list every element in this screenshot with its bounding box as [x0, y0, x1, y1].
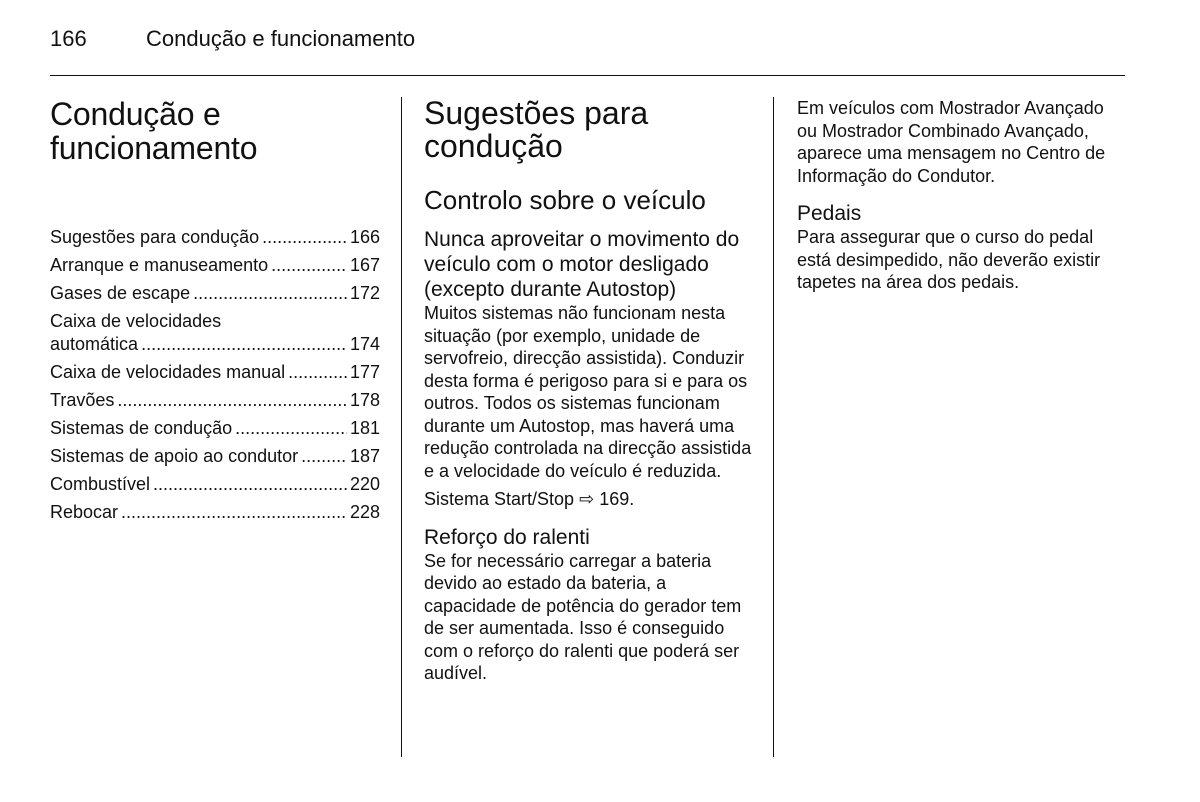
page-number: 166 — [50, 26, 87, 51]
heading-idle-boost: Reforço do ralenti — [424, 525, 590, 549]
toc-item-title: Combustível — [50, 474, 151, 494]
toc-item-page: 187 — [349, 446, 380, 466]
toc-item[interactable] — [50, 386, 380, 414]
column-divider-2 — [773, 97, 774, 757]
column-section-main — [424, 97, 754, 685]
toc-item-page: 174 — [349, 334, 380, 354]
toc-leader-dots — [153, 470, 347, 498]
toc-item-page: 166 — [349, 227, 380, 247]
paragraph-idle-boost: Se for necessário carregar a bateria devido ao estado da bateria, a capacidade de potência do gerador tem de ser aumentada. Isso é conseguido com o reforço do ralenti que poderá ser audível. — [424, 550, 742, 683]
paragraph-coasting: Muitos sistemas não funcionam nesta situação (por exemplo, unidade de servofreio, direcção assistida). Conduzir desta forma é perigoso para si e para os outros. Todos os sistemas funcionam durante um Autostop, mas haverá uma redução controlada na direcção assistida e a velocidade do veículo é reduzida. — [424, 303, 752, 481]
toc-item-title: Rebocar — [50, 502, 119, 522]
section-title — [424, 97, 754, 163]
toc-leader-dots — [262, 223, 347, 251]
paragraph-display-message: Em veículos com Mostrador Avançado ou Mostrador Combinado Avançado, aparece uma mensagem no Centro de Informação do Condutor. — [797, 98, 1106, 186]
toc-leader-dots — [288, 358, 347, 386]
toc-item-page: 228 — [349, 502, 380, 522]
toc-item-title: Sistemas de condução — [50, 418, 233, 438]
toc-item-title-line2: automática — [50, 334, 139, 354]
toc-item-page: 172 — [349, 283, 380, 303]
section-title-line1: Sugestões para — [424, 95, 649, 131]
heading-pedals: Pedais — [797, 202, 862, 225]
toc-item[interactable] — [50, 223, 380, 251]
running-title: Condução e funcionamento — [146, 26, 416, 51]
toc-leader-dots — [117, 386, 347, 414]
column-section-continued — [797, 97, 1127, 294]
section-subtitle: Controlo sobre o veículo — [424, 185, 706, 215]
toc-item[interactable] — [50, 442, 380, 470]
toc-item[interactable] — [50, 307, 380, 358]
toc-item[interactable] — [50, 414, 380, 442]
toc-item[interactable] — [50, 358, 380, 386]
column-chapter-contents — [50, 97, 380, 544]
toc-item-title: Caixa de velocidades manual — [50, 362, 286, 382]
toc-item-title: Arranque e manuseamento — [50, 255, 269, 275]
page-header — [50, 26, 415, 56]
toc-leader-dots — [121, 498, 347, 526]
toc-leader-dots — [141, 330, 347, 358]
toc-item-page: 220 — [349, 474, 380, 494]
toc-leader-dots — [235, 414, 347, 442]
cross-reference-text: Sistema Start/Stop — [424, 489, 575, 509]
toc-item-page: 181 — [349, 418, 380, 438]
chapter-title — [50, 97, 380, 165]
toc-item[interactable] — [50, 279, 380, 307]
arrow-right-icon: ⇨ — [579, 489, 595, 509]
table-of-contents — [50, 223, 380, 526]
toc-item-title: Sistemas de apoio ao condutor — [50, 446, 299, 466]
toc-item-title: Gases de escape — [50, 283, 191, 303]
cross-reference-page: 169. — [599, 489, 635, 509]
toc-leader-dots — [301, 442, 347, 470]
heading-coasting: Nunca aproveitar o movimento do veículo com o motor desligado (excepto durante Autostop) — [424, 228, 740, 301]
toc-item-page: 178 — [349, 390, 380, 410]
toc-leader-dots — [271, 251, 347, 279]
toc-item-page: 177 — [349, 362, 380, 382]
toc-item[interactable] — [50, 470, 380, 498]
column-divider-1 — [401, 97, 402, 757]
toc-leader-dots — [193, 279, 347, 307]
toc-item[interactable] — [50, 498, 380, 526]
cross-reference[interactable] — [424, 488, 754, 511]
paragraph-pedals: Para assegurar que o curso do pedal está desimpedido, não deverão existir tapetes na área dos pedais. — [797, 227, 1101, 292]
section-title-line2: condução — [424, 128, 563, 164]
header-divider — [50, 75, 1125, 76]
toc-item-title: Sugestões para condução — [50, 227, 260, 247]
toc-item[interactable] — [50, 251, 380, 279]
toc-item-title-line1: Caixa de velocidades — [50, 311, 222, 331]
toc-item-title: Travões — [50, 390, 115, 410]
chapter-title-line2: funcionamento — [50, 130, 258, 166]
chapter-title-line1: Condução e — [50, 96, 221, 132]
toc-item-page: 167 — [349, 255, 380, 275]
